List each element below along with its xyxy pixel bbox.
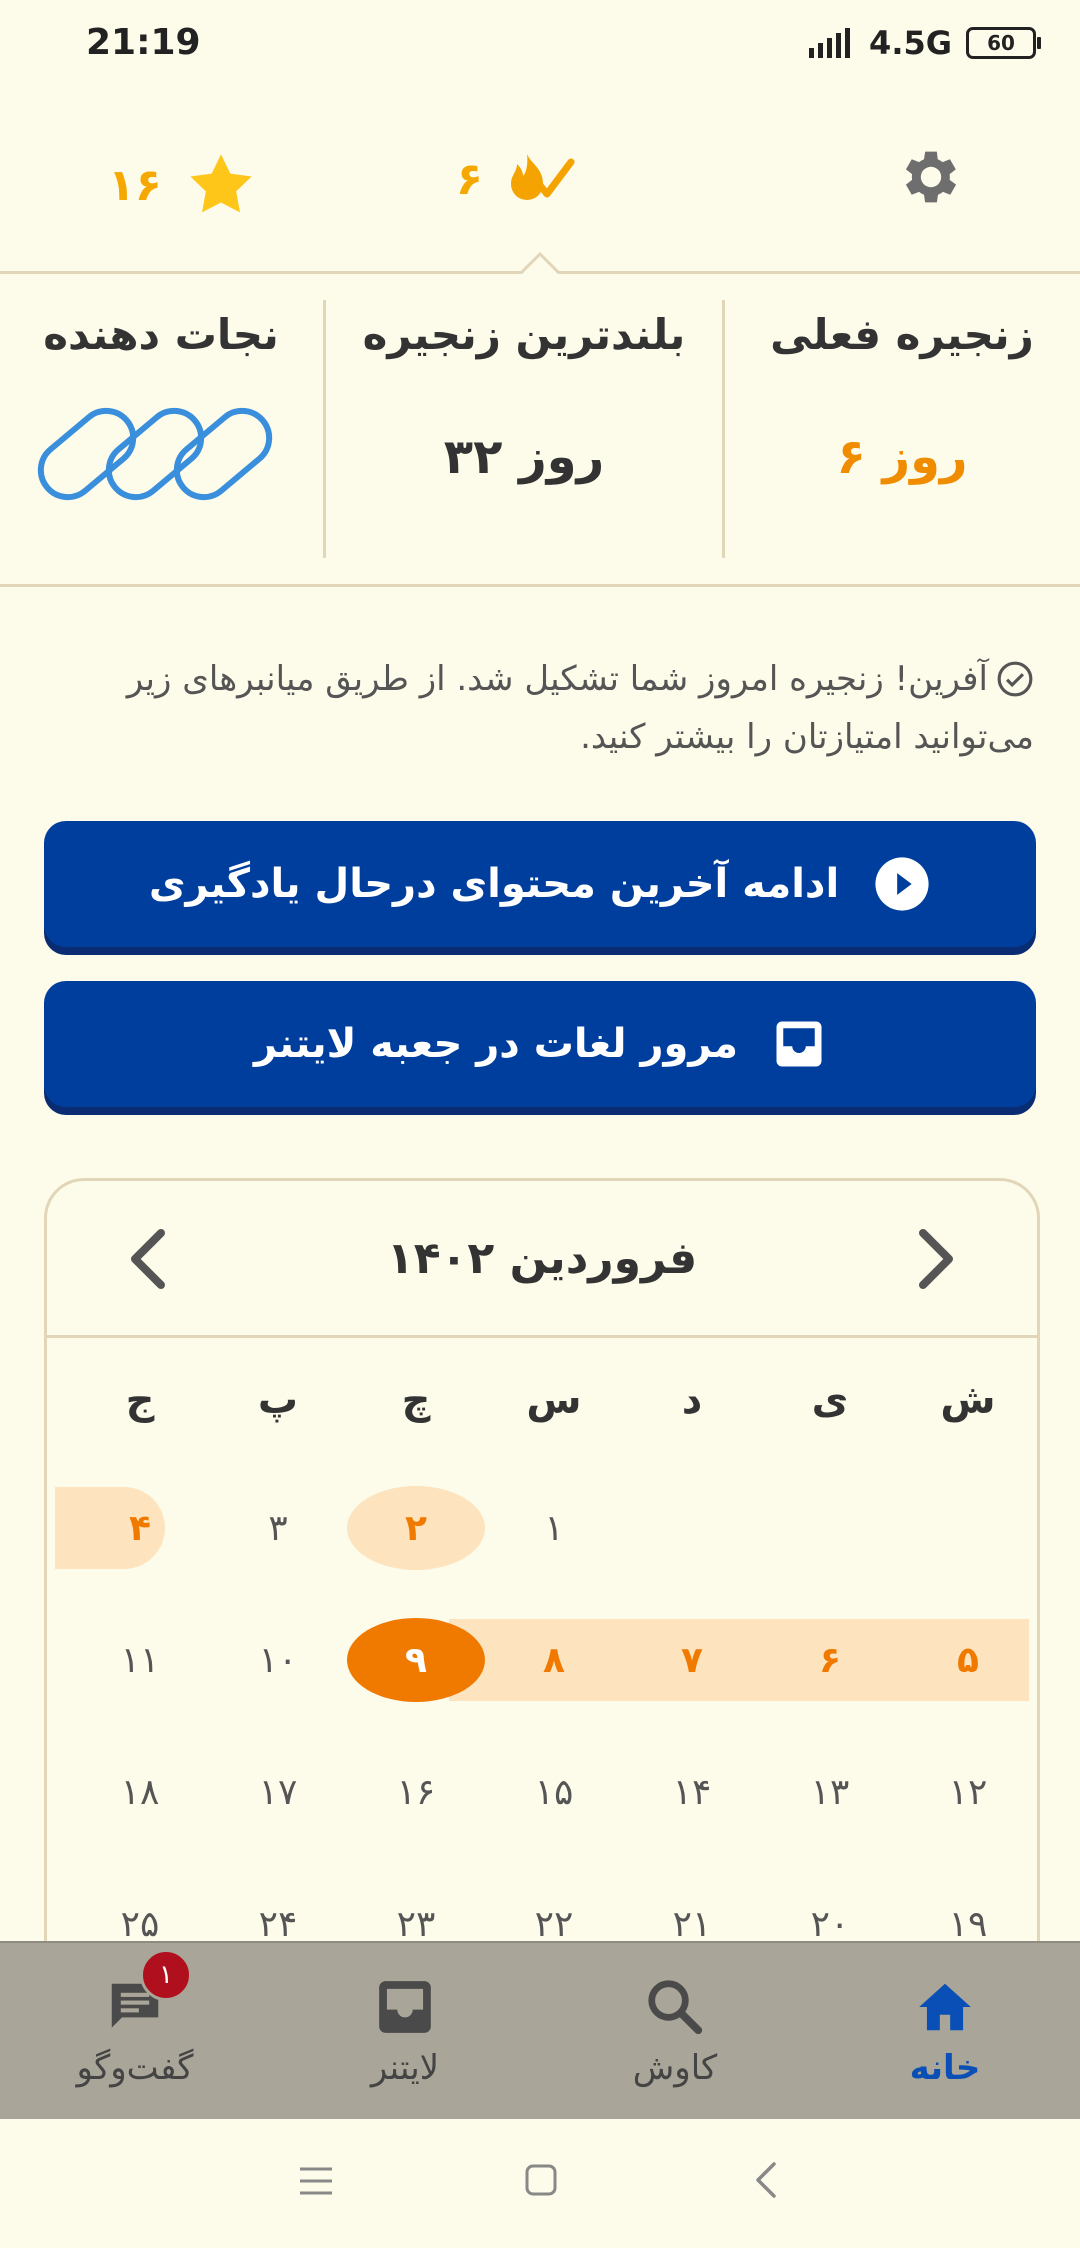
calendar-day[interactable]: ۱۹ xyxy=(948,1903,988,1941)
weekday-label: چ xyxy=(401,1377,431,1423)
calendar-day[interactable]: ۶ xyxy=(819,1639,841,1681)
calendar-header xyxy=(47,1181,1037,1338)
weekday-label: ش xyxy=(940,1377,996,1423)
calendar-month-title: فروردین ۱۴۰۲ xyxy=(386,1232,698,1284)
check-circle-icon xyxy=(996,660,1034,698)
calendar-day[interactable]: ۱۱ xyxy=(120,1639,160,1681)
bottom-navigation xyxy=(0,1941,1080,2121)
streak-notice xyxy=(104,650,1034,766)
calendar-day[interactable]: ۷ xyxy=(681,1639,703,1681)
stars-counter[interactable] xyxy=(108,150,258,220)
streak-saver-title: نجات دهنده xyxy=(43,310,279,359)
calendar-day[interactable]: ۱۵ xyxy=(534,1771,574,1813)
calendar-week xyxy=(47,1594,1037,1726)
battery-icon: 60 xyxy=(966,27,1036,59)
longest-streak-title: بلندترین زنجیره xyxy=(362,310,686,359)
stats-bottom-divider xyxy=(0,584,1080,587)
weekday-label: پ xyxy=(257,1377,299,1423)
nav-chat[interactable] xyxy=(0,1943,270,2121)
calendar-day[interactable]: ۱۳ xyxy=(810,1771,850,1813)
previous-month-arrow-icon[interactable] xyxy=(125,1227,171,1291)
calendar-week xyxy=(47,1726,1037,1858)
nav-leitner[interactable] xyxy=(270,1943,540,2121)
calendar-day-done: ۲ xyxy=(347,1486,485,1570)
network-label: 4.5G xyxy=(869,24,952,62)
continue-learning-label: ادامه آخرین محتوای درحال یادگیری xyxy=(148,861,840,907)
next-month-arrow-icon[interactable] xyxy=(913,1227,959,1291)
nav-home-label: خانه xyxy=(909,2048,981,2088)
longest-streak-card xyxy=(326,290,722,560)
weekday-label: س xyxy=(526,1377,582,1423)
calendar-day[interactable]: ۱۰ xyxy=(258,1639,298,1681)
inbox-icon xyxy=(772,1017,826,1071)
chat-badge: ۱ xyxy=(140,1949,192,2001)
stats-separator xyxy=(722,300,725,558)
stars-value: ۱۶ xyxy=(108,159,162,211)
nav-leitner-label: لایتنر xyxy=(370,2048,440,2088)
home-square-icon[interactable] xyxy=(524,2163,558,2197)
current-streak-card xyxy=(724,290,1080,560)
calendar-day[interactable]: ۲۳ xyxy=(396,1903,436,1941)
streak-saver-card xyxy=(0,290,322,560)
calendar-day[interactable]: ۴ xyxy=(129,1507,151,1549)
home-icon xyxy=(912,1976,978,2038)
status-time: 21:19 xyxy=(86,22,201,63)
calendar-day[interactable]: ۱ xyxy=(544,1507,564,1549)
calendar-day[interactable]: ۱۶ xyxy=(396,1771,436,1813)
calendar-day[interactable]: ۱۷ xyxy=(258,1771,298,1813)
streak-saver-icon xyxy=(25,387,297,521)
current-streak-title: زنجیره فعلی xyxy=(770,310,1034,359)
back-icon[interactable] xyxy=(752,2161,778,2199)
leitner-box-icon xyxy=(374,1976,436,2038)
calendar-day[interactable]: ۱۸ xyxy=(120,1771,160,1813)
streak-calendar xyxy=(44,1178,1040,1941)
calendar-day[interactable]: ۸ xyxy=(543,1639,565,1681)
calendar-day[interactable]: ۲۲ xyxy=(534,1903,574,1941)
signal-icon xyxy=(809,28,855,58)
menu-icon[interactable] xyxy=(298,2165,334,2197)
stats-separator xyxy=(323,300,326,558)
calendar-day[interactable]: ۲۰ xyxy=(810,1903,850,1941)
longest-streak-value: ۳۲ روز xyxy=(443,429,605,485)
calendar-day-today[interactable] xyxy=(347,1618,485,1702)
fire-check-icon xyxy=(505,150,575,208)
notice-text: آفرین! زنجیره امروز شما تشکیل شد. از طریق میانبرهای زیر می‌توانید امتیازتان را بیشتر کنید. xyxy=(126,659,1034,757)
play-circle-icon xyxy=(873,855,931,913)
review-leitner-button[interactable] xyxy=(44,981,1036,1107)
nav-search-label: کاوش xyxy=(632,2048,718,2088)
nav-home[interactable] xyxy=(810,1943,1080,2121)
system-navigation-bar xyxy=(0,2119,1080,2248)
continue-learning-button[interactable] xyxy=(44,821,1036,947)
streak-value: ۶ xyxy=(456,153,483,205)
calendar-day[interactable] xyxy=(347,1486,485,1570)
weekday-row xyxy=(47,1338,1037,1462)
calendar-day[interactable]: ۲۱ xyxy=(672,1903,712,1941)
settings-gear-icon[interactable] xyxy=(896,142,966,212)
weekday-label: ی xyxy=(811,1377,849,1423)
streak-counter[interactable] xyxy=(456,150,575,208)
calendar-day[interactable]: ۵ xyxy=(957,1639,979,1681)
calendar-day[interactable]: ۱۴ xyxy=(672,1771,712,1813)
star-icon xyxy=(184,150,258,220)
review-leitner-label: مرور لغات در جعبه لایتنر xyxy=(254,1021,738,1067)
nav-search[interactable] xyxy=(540,1943,810,2121)
calendar-day[interactable]: ۲۵ xyxy=(120,1903,160,1941)
calendar-week xyxy=(47,1462,1037,1594)
pointer-notch xyxy=(520,252,560,274)
today-marker: ۹ xyxy=(347,1618,485,1702)
weekday-label: ج xyxy=(125,1377,155,1423)
nav-chat-label: گفت‌وگو xyxy=(76,2048,194,2088)
status-indicators xyxy=(809,24,1036,62)
search-icon xyxy=(644,1976,706,2038)
calendar-day[interactable]: ۳ xyxy=(268,1507,288,1549)
calendar-day[interactable]: ۲۴ xyxy=(258,1903,298,1941)
weekday-label: د xyxy=(681,1377,703,1423)
calendar-week xyxy=(47,1858,1037,1941)
current-streak-value: ۶ روز xyxy=(836,429,968,485)
calendar-day[interactable]: ۱۲ xyxy=(948,1771,988,1813)
